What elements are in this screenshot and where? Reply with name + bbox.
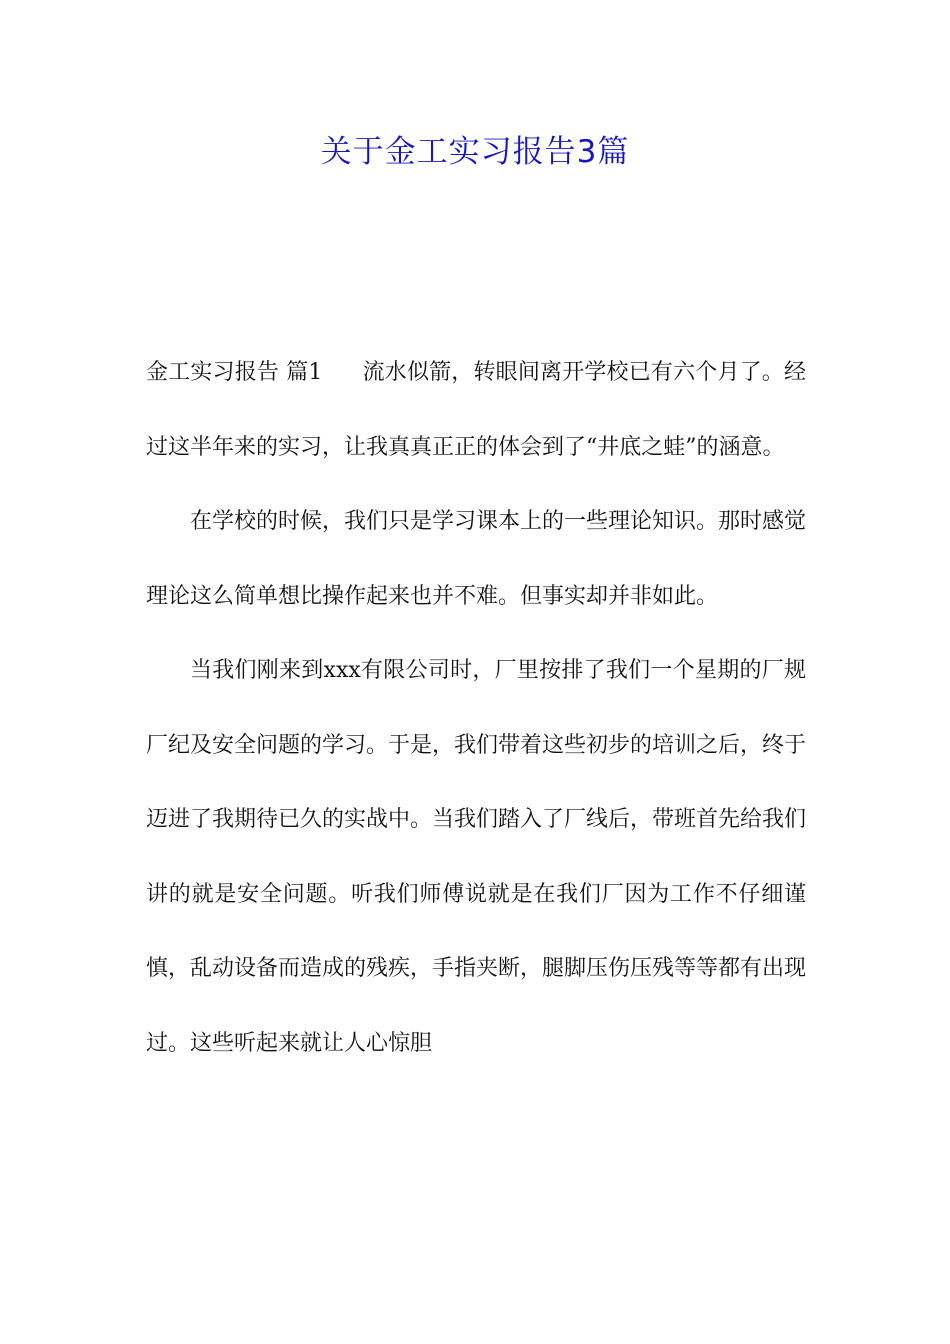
document-title: 关于金工实习报告3篇 [320, 134, 630, 170]
section-heading: 金工实习报告 篇1 [146, 360, 323, 385]
paragraph-3: 当我们刚来到xxx有限公司时，厂里按排了我们一个星期的厂规厂纪及安全问题的学习。于是，我们带着这些初步的培训之后，终于迈进了我期待已久的实战中。当我们踏入了厂线后，带班首先给我们讲的就是安全问题。听我们师傅说就是在我们厂因为工作不仔细谨慎，乱动设备而造成的残疾，手指夹断，腿脚压伤压残等等都有出现过。这些听起来就让人心惊胆 [146, 658, 807, 1056]
paragraph-2: 在学校的时候，我们只是学习课本上的一些理论知识。那时感觉理论这么简单想比操作起来也并不难。但事实却并非如此。 [146, 509, 807, 609]
document-body [146, 336, 806, 1081]
paragraph-1-text: 流水似箭，转眼间离开学校已有六个月了。经过这半年来的实习，让我真真正正的体会到了“井底之蛙”的涵意。 [146, 360, 806, 460]
paragraph-1 [146, 336, 806, 485]
